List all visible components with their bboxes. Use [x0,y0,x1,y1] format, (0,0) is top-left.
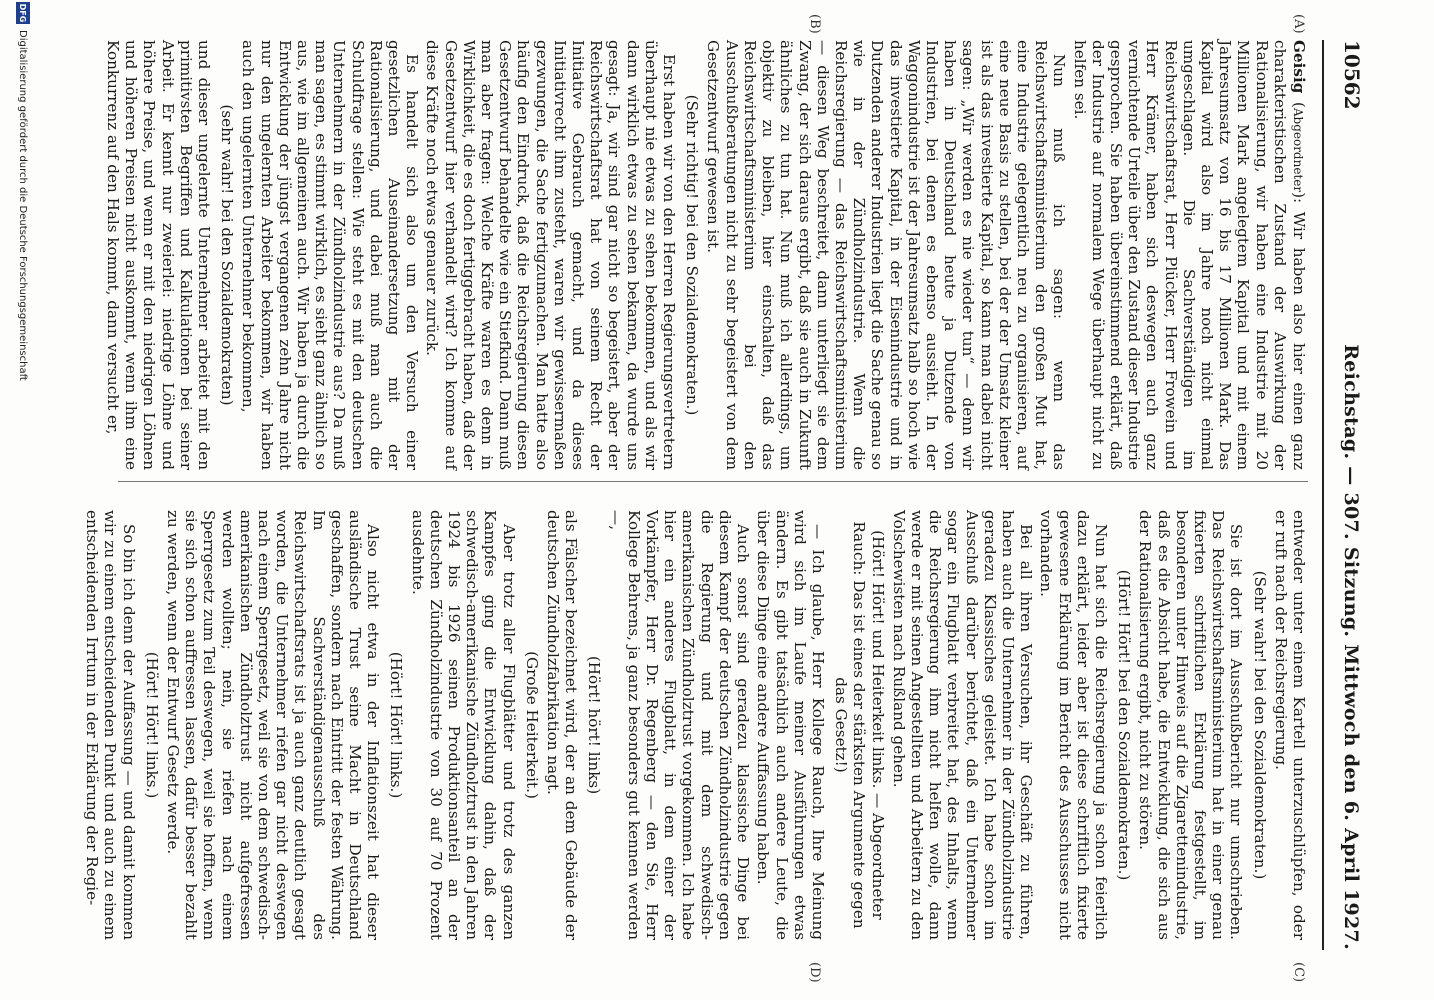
page-number: 10562 [1340,40,1364,110]
margin-marker-d: (D) [807,962,822,983]
interjection: (Sehr richtig! bei den Sozialdemokraten.) [683,94,702,416]
speaker-name: Geisig [1290,40,1308,94]
paragraph: Sie ist dort im Ausschußbericht nur umschrieben. Das Reichswirtschaftsministerium hat in einer genau fixierten schriftlichen Erklärung festgestellt, im besonderen unter Hinweis auf die Zigarettenindustrie, daß es die Absicht habe, die Entwicklung, die sich aus der Rationalisierung ergibt, nicht zu stören. [1136,510,1246,940]
interjection: (Hört! Hört! bei den Sozialdemokraten.) [1115,569,1134,881]
paragraph: Es handelt sich also um den Versuch einer gesetzlichen Auseinandersetzung mit der Rationalisierung, und dabei muß man auch die Schuldfrage stellen: Wie steht es mit den deutschen Unternehmern in der Zündholzindustrie aus? Da muß man sagen, es stimmt wirklich, es sieht ganz ähnlich so aus, wie im allgemeinen auch. Wir haben ja durch die Entwicklung der jüngst vergangenen zehn Jahre nicht nur den ungelernten Arbeiter bekommen, wir haben auch den ungelernten Unternehmer bekommen, [239,40,422,470]
paragraph: Bei all ihren Versuchen, ihr Geschäft zu führen, haben auch die Unternehmer in der Zündholzindustrie geradezu Klassisches geleistet. Ich habe schon im Ausschuß darüber berichtet, daß ein Unternehmer sogar ein Flugblatt verbreitet hat, des Inhalts, wenn die Reichsregierung ihm nicht helfen wolle, dann werde er mit seinen Angestellten und Arbeitern zu den Volschewisten nach Rußland gehen. [889,510,1036,940]
paragraph: entweder unter einem Kartell unterzuschlüpfen, oder er ruft nach der Reichsregierung. [1271,510,1308,940]
interjection: (Hört! Hört! und Heiterkeit links. — Abgeordneter Rauch: Das ist eines der stärksten Argumente gegen das Gesetz!) [832,521,887,929]
column-divider [118,481,1308,482]
paragraph: — Ich glaube, Herr Kollege Rauch, Ihre Meinung wird sich im Laufe meiner Ausführungen etwas ändern. Es gibt tatsächlich auch andere Leute, die über diese Dinge eine andere Auffassung haben. [754,510,827,940]
interjection: (Große Heiterkeit.) [522,651,541,799]
paragraph-text: Wir haben also hier einen ganz charakteristischen Zustand der Auswirkung der Rationalisierung, wir haben eine Industrie mit 20 Millionen Mark angelegtem Kapital und mit einem Jahresumsatz von 16 bis 17 Millionen Mark. Das Kapital wird also im Jahre noch nicht einmal umgeschlagen. Die Sachverständigen im Reichswirtschaftsrat, Herr Plücker, Herr Frowein und Herr Krämer, haben sich deswegen auch ganz vernichtende Urteile über den Zustand dieser Industrie gesprochen. Sie haben übereinstimmend erklärt, daß der Industrie auf normalem Wege überhaupt nicht zu helfen sei. [1070,40,1308,470]
running-head: Reichstag. — 307. Sitzung. Mittwoch den 6. April 1927. [1340,344,1362,950]
digitization-footer [8,0,38,1002]
paragraph: Nun hat sich die Reichsregierung ja schon feierlich dazu erklärt, leider aber ist diese schriftlich fixierte gewesene Erklärung im Bericht des Ausschusses nicht vorhanden. [1037,510,1110,940]
page-header [1322,40,1364,950]
interjection: (sehr wahr! bei den Sozialdemokraten) [218,104,237,406]
paragraph: Also nicht etwa in der Inflationszeit hat dieser ausländische Trust seine Macht in Deutschland geschaffen, sondern nach Eintritt der festen Währung. Im Sachverständigenausschuß des Reichswirtschaftsrats ist ja auch ganz deutlich gesagt worden, die Unternehmer riefen gar nicht deswegen nach einem Sperrgesetz, weil sie von dem schwedisch-amerikanischen Zündholztrust nicht aufgefressen werden wollten; nein, sie riefen nach einem Sperrgesetz zum Teil deswegen, weil sie hofften, wenn sie sich schon auffressen lassen, dafür besser bezahlt zu werden, wenn der Entwurf Gesetz werde. [164,510,383,940]
paragraph: als Fälscher bezeichnet wird, der an dem Gebäude der deutschen Zündholzfabrikation nagt. [544,510,581,940]
digitization-credit: Digitalisierung gefördert durch die Deutsche Forschungsgemeinschaft [17,30,29,381]
paragraph: Nun muß ich sagen: wenn das Reichswirtschaftsministerium den großen Mut hat, eine Industrie gelegentlich neu zu organisieren, auf eine neue Basis zu stellen, bei der der Umsatz kleiner ist als das investierte Kapital, so kann man dabei nicht sagen: „Wir werden es nie wieder tun“ — denn wir haben in Deutschland heute ja Dutzende von Industrien, bei denen es ebenso aussieht. In der Waggonindustrie ist der Jahresumsatz halb so hoch wie das investierte Kapital, in der Eisenindustrie und in Dutzenden anderer Industrien liegt die Sache genau so wie in der Zündholzindustrie. Wenn die Reichsregierung — das Reichswirtschaftsministerium — diesen Weg beschreitet, dann unterliegt sie dem Zwang, der sich daraus ergibt, daß sie auch in Zukunft ähnliches zu tun hat. Nun muß ich allerdings, um objektiv zu bleiben, hier einschalten, daß das Reichswirtschaftsministerium bei den Ausschußberatungen nicht zu sehr begeistert von dem Gesetzentwurf gewesen ist. [704,40,1069,470]
speaker-paragraph: Geisig (Abgeordneter): Wir haben also hier einen ganz charakteristischen Zustand der Auswirkung der Rationalisierung, wir haben eine Industrie mit 20 Millionen Mark angelegtem Kapital und mit einem Jahresumsatz von 16 bis 17 Millionen Mark. Das Kapital wird also im Jahre noch nicht einmal umgeschlagen. Die Sachverständigen im Reichswirtschaftsrat, Herr Plücker, Herr Frowein und Herr Krämer, haben sich deswegen auch ganz vernichtende Urteile über den Zustand dieser Industrie gesprochen. Sie haben übereinstimmend erklärt, daß der Industrie auf normalem Wege überhaupt nicht zu helfen sei. [1070,40,1308,470]
interjection: (Hört! Hört! links.) [387,651,406,799]
paragraph: Aber trotz aller Flugblätter und trotz des ganzen Kampfes ging die Entwicklung dahin, daß der schwedisch-amerikanische Zündholztrust in den Jahren 1924 bis 1926 seinen Produktionsanteil an der deutschen Zündholzindustrie von 30 auf 70 Prozent ausdehnte. [408,510,518,940]
speaker-role: Abgeordneter [1291,107,1305,193]
paragraph: Auch sonst sind geradezu klassische Dinge bei diesem Kampf der deutschen Zündholzindustrie gegen die Regierung und mit dem schwedisch-amerikanischen Zündholztrust vorgekommen. Ich habe hier ein anderes Flugblatt, in dem einer der Vorkämpfer, Herr Dr. Regenberg — den Sie, Herr Kollege Behrens, ja ganz besonders gut kennen werden —, [606,510,753,940]
interjection: (Sehr wahr! bei den Sozialdemokraten.) [1250,570,1269,880]
paragraph: So bin ich denn der Auffassung — und damit kommen wir zu einem entscheidenden Punkt und auch zu einem entscheidenden Irrtum in der Erklärung der Regie- [83,510,138,940]
interjection: (Hört! Hört! links.) [142,651,161,799]
interjection: (Hört! hört! links) [585,655,604,795]
dfg-logo: DFG [16,2,30,24]
paragraph: und dieser ungelernte Unternehmer arbeitet mit den primitivsten Begriffen und Kalkulationen bei seiner Arbeit. Er kennt nur zweierlei: niedrige Löhne und höhere Preise, und wenn er mit den niedrigen Löhnen und höheren Preisen nicht auskommt, wenn ihm eine Konkurrenz auf den Hals kommt, dann versucht er, [104,40,214,470]
paragraph: Erst haben wir von den Herren Regierungsvertretern überhaupt nie etwas zu sehen bekommen, und als wir dann wirklich etwas zu sehen bekamen, da wurde uns gesagt: Ja, wir sind gar nicht so begeistert, aber der Reichswirtschaftsrat hat von seinem Recht der Initiative Gebrauch gemacht, und da dieses Initiativrecht ihm zusteht, waren wir gewissermaßen gezwungen, die Sache fertigzumachen. Man hatte also häufig den Eindruck, daß die Reichsregierung diesen Gesetzentwurf behandelte wie ein Stiefkind. Dann muß man aber fragen: Welche Kräfte waren es denn in Wirklichkeit, die es doch fertiggebracht haben, daß der Gesetzentwurf hier verhandelt wird? Ich komme auf diese Kräfte noch etwas genauer zurück. [423,40,679,470]
margin-marker-a: (A) [1291,14,1306,34]
text-column-left [104,40,1308,470]
text-column-right [83,510,1308,940]
margin-marker-b: (B) [807,14,822,34]
margin-marker-c: (C) [1291,962,1306,983]
